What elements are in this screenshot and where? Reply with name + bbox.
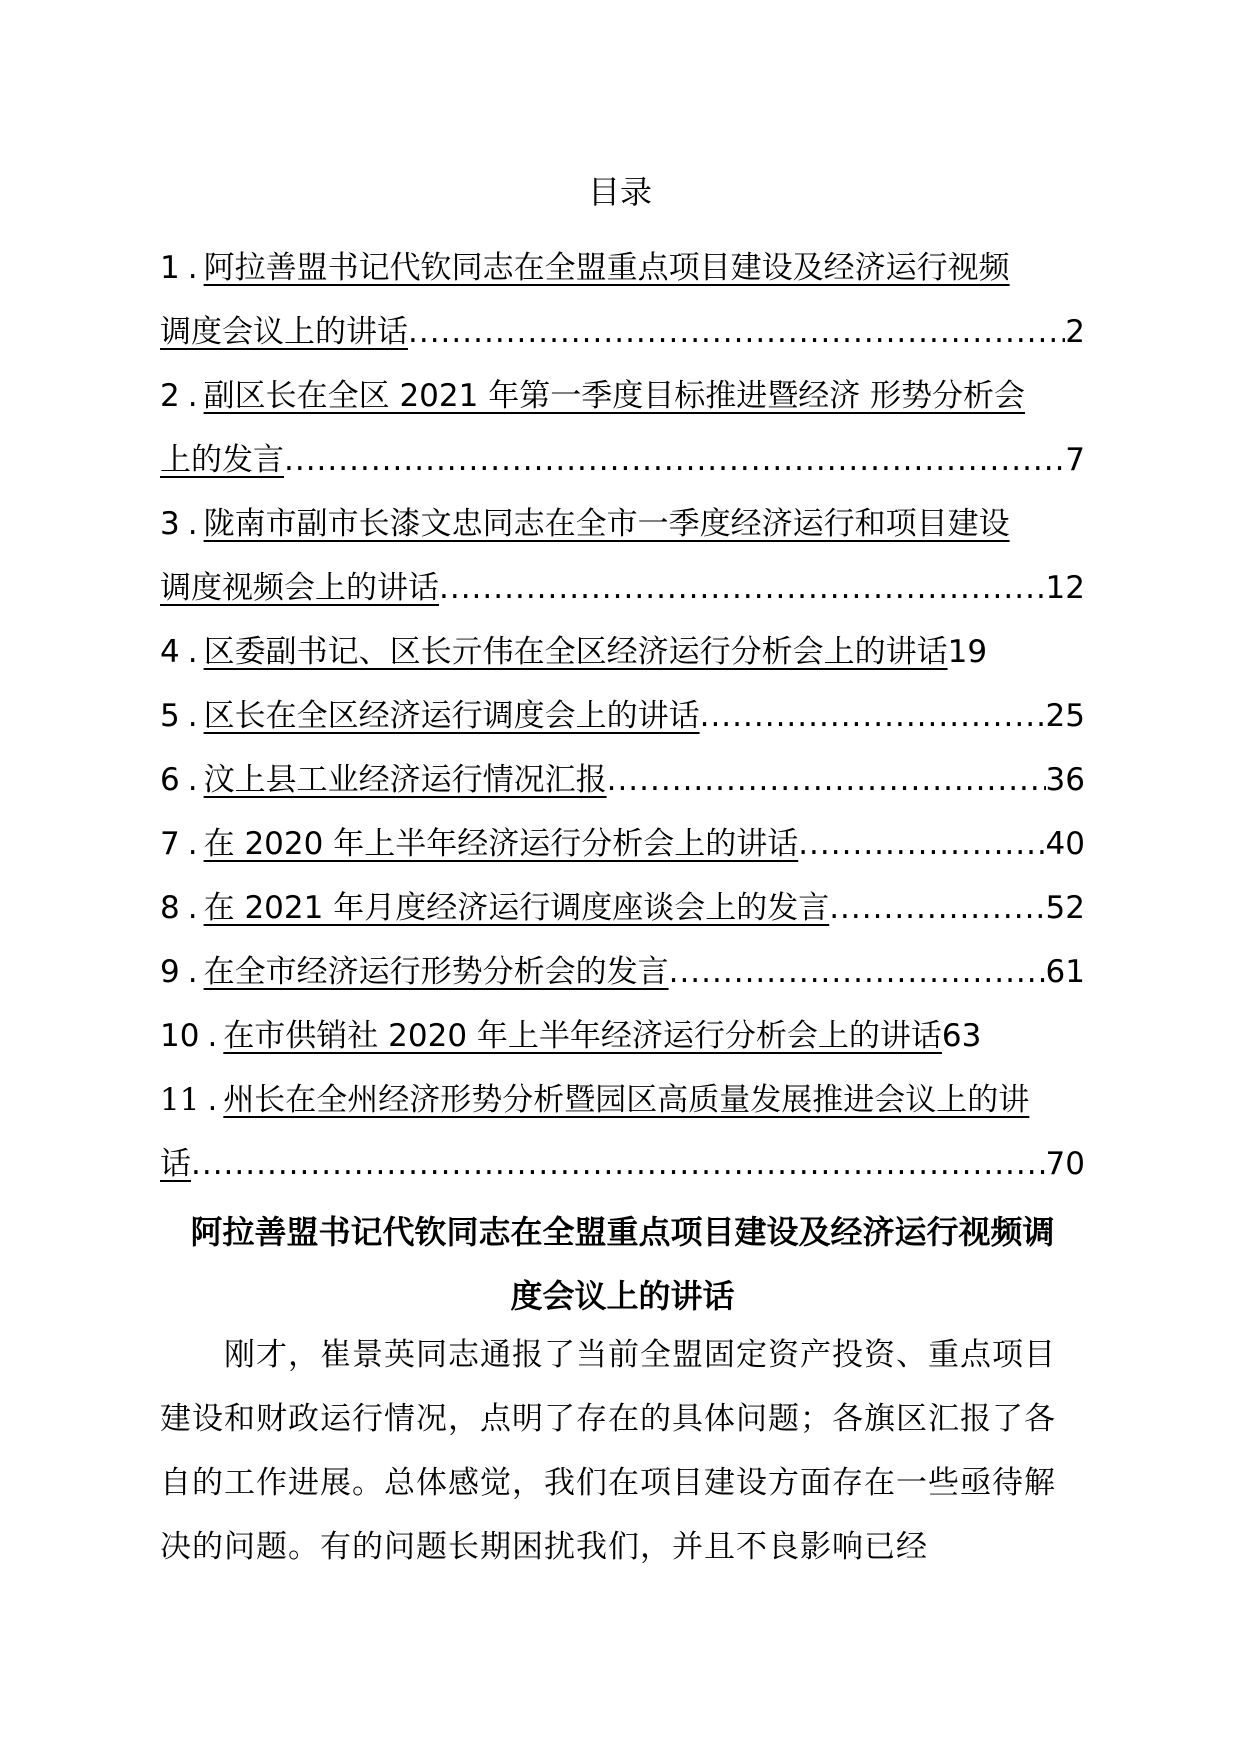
section-heading	[160, 1200, 1085, 1328]
toc-page-number: 12	[1045, 570, 1085, 606]
toc-link[interactable]: 调度会议上的讲话	[160, 314, 408, 350]
toc-page-number: 2	[1065, 314, 1085, 350]
toc-page-number: 61	[1045, 954, 1085, 990]
toc-entry-4[interactable]	[160, 620, 1085, 684]
toc-entry-3[interactable]	[160, 492, 1085, 556]
toc-title: 目录	[587, 173, 652, 211]
toc-leader	[700, 684, 1046, 748]
section-heading-line-2: 度会议上的讲话	[510, 1277, 735, 1315]
section-heading-line-1: 阿拉善盟书记代钦同志在全盟重点项目建设及经济运行视频调	[190, 1213, 1055, 1251]
toc-link[interactable]: 在市供销社 2020 年上半年经济运行分析会上的讲话	[223, 1018, 942, 1054]
toc-number: 4	[160, 634, 180, 670]
toc-link[interactable]: 在全市经济运行形势分析会的发言	[203, 954, 669, 990]
toc-number: 1	[160, 250, 180, 286]
toc-entry-11-cont[interactable]	[160, 1132, 1085, 1196]
toc-entry-9[interactable]	[160, 940, 1085, 1004]
toc-separator: .	[187, 506, 198, 542]
toc-leader	[669, 940, 1046, 1004]
toc-leader	[439, 556, 1046, 620]
toc-separator: .	[207, 1082, 218, 1118]
toc-leader	[607, 748, 1046, 812]
toc-link[interactable]: 阿拉善盟书记代钦同志在全盟重点项目建设及经济运行视频	[203, 250, 1010, 286]
toc-page-number: 19	[947, 634, 988, 670]
toc-leader	[408, 300, 1065, 364]
toc-leader	[798, 812, 1045, 876]
body-paragraph: 刚才，崔景英同志通报了当前全盟固定资产投资、重点项目建设和财政运行情况，点明了存在的具体问题；各旗区汇报了各自的工作进展。总体感觉，我们在项目建设方面存在一些亟待解决的问题。有的问题长期困扰我们，并且不良影响已经	[160, 1337, 1056, 1565]
toc-link[interactable]: 在 2020 年上半年经济运行分析会上的讲话	[203, 826, 799, 862]
toc-number: 6	[160, 762, 180, 798]
toc-page-number: 36	[1045, 762, 1085, 798]
toc-number: 8	[160, 890, 180, 926]
toc-page-number: 70	[1045, 1146, 1085, 1182]
toc-page-number: 63	[941, 1018, 982, 1054]
toc-entry-8[interactable]	[160, 876, 1085, 940]
toc-entry-3-cont[interactable]	[160, 556, 1085, 620]
toc-number: 7	[160, 826, 180, 862]
toc-page-number: 52	[1045, 890, 1085, 926]
toc-separator: .	[187, 762, 198, 798]
toc-link[interactable]: 话	[160, 1146, 191, 1182]
toc-link[interactable]: 副区长在全区 2021 年第一季度目标推进暨经济 形势分析会	[203, 378, 1026, 414]
toc-number: 11	[160, 1082, 200, 1118]
toc-separator: .	[187, 634, 198, 670]
table-of-contents	[160, 236, 1085, 1196]
toc-leader	[284, 428, 1065, 492]
toc-link[interactable]: 区委副书记、区长亓伟在全区经济运行分析会上的讲话	[203, 634, 948, 670]
toc-entry-6[interactable]	[160, 748, 1085, 812]
toc-entry-1-cont[interactable]	[160, 300, 1085, 364]
toc-separator: .	[187, 890, 198, 926]
toc-page-number: 25	[1045, 698, 1085, 734]
toc-entry-5[interactable]	[160, 684, 1085, 748]
toc-number: 3	[160, 506, 180, 542]
toc-separator: .	[187, 954, 198, 990]
toc-number: 10	[160, 1018, 200, 1054]
toc-page-number: 40	[1045, 826, 1085, 862]
toc-separator: .	[187, 826, 198, 862]
toc-separator: .	[187, 698, 198, 734]
toc-link[interactable]: 区长在全区经济运行调度会上的讲话	[203, 698, 700, 734]
toc-separator: .	[187, 378, 198, 414]
toc-link[interactable]: 汶上县工业经济运行情况汇报	[203, 762, 607, 798]
toc-entry-7[interactable]	[160, 812, 1085, 876]
toc-number: 9	[160, 954, 180, 990]
toc-link[interactable]: 调度视频会上的讲话	[160, 570, 439, 606]
toc-separator: .	[187, 250, 198, 286]
toc-number: 2	[160, 378, 180, 414]
toc-separator: .	[207, 1018, 218, 1054]
toc-entry-1[interactable]	[160, 236, 1085, 300]
toc-entry-11[interactable]	[160, 1068, 1085, 1132]
toc-leader	[191, 1132, 1046, 1196]
toc-link[interactable]: 在 2021 年月度经济运行调度座谈会上的发言	[203, 890, 830, 926]
toc-number: 5	[160, 698, 180, 734]
toc-link[interactable]: 州长在全州经济形势分析暨园区高质量发展推进会议上的讲	[223, 1082, 1030, 1118]
toc-leader	[829, 876, 1045, 940]
toc-link[interactable]: 上的发言	[160, 442, 284, 478]
toc-entry-2-cont[interactable]	[160, 428, 1085, 492]
toc-entry-10[interactable]	[160, 1004, 1085, 1068]
toc-page-number: 7	[1065, 442, 1085, 478]
toc-entry-2[interactable]	[160, 364, 1085, 428]
toc-link[interactable]: 陇南市副市长漆文忠同志在全市一季度经济运行和项目建设	[203, 506, 1010, 542]
